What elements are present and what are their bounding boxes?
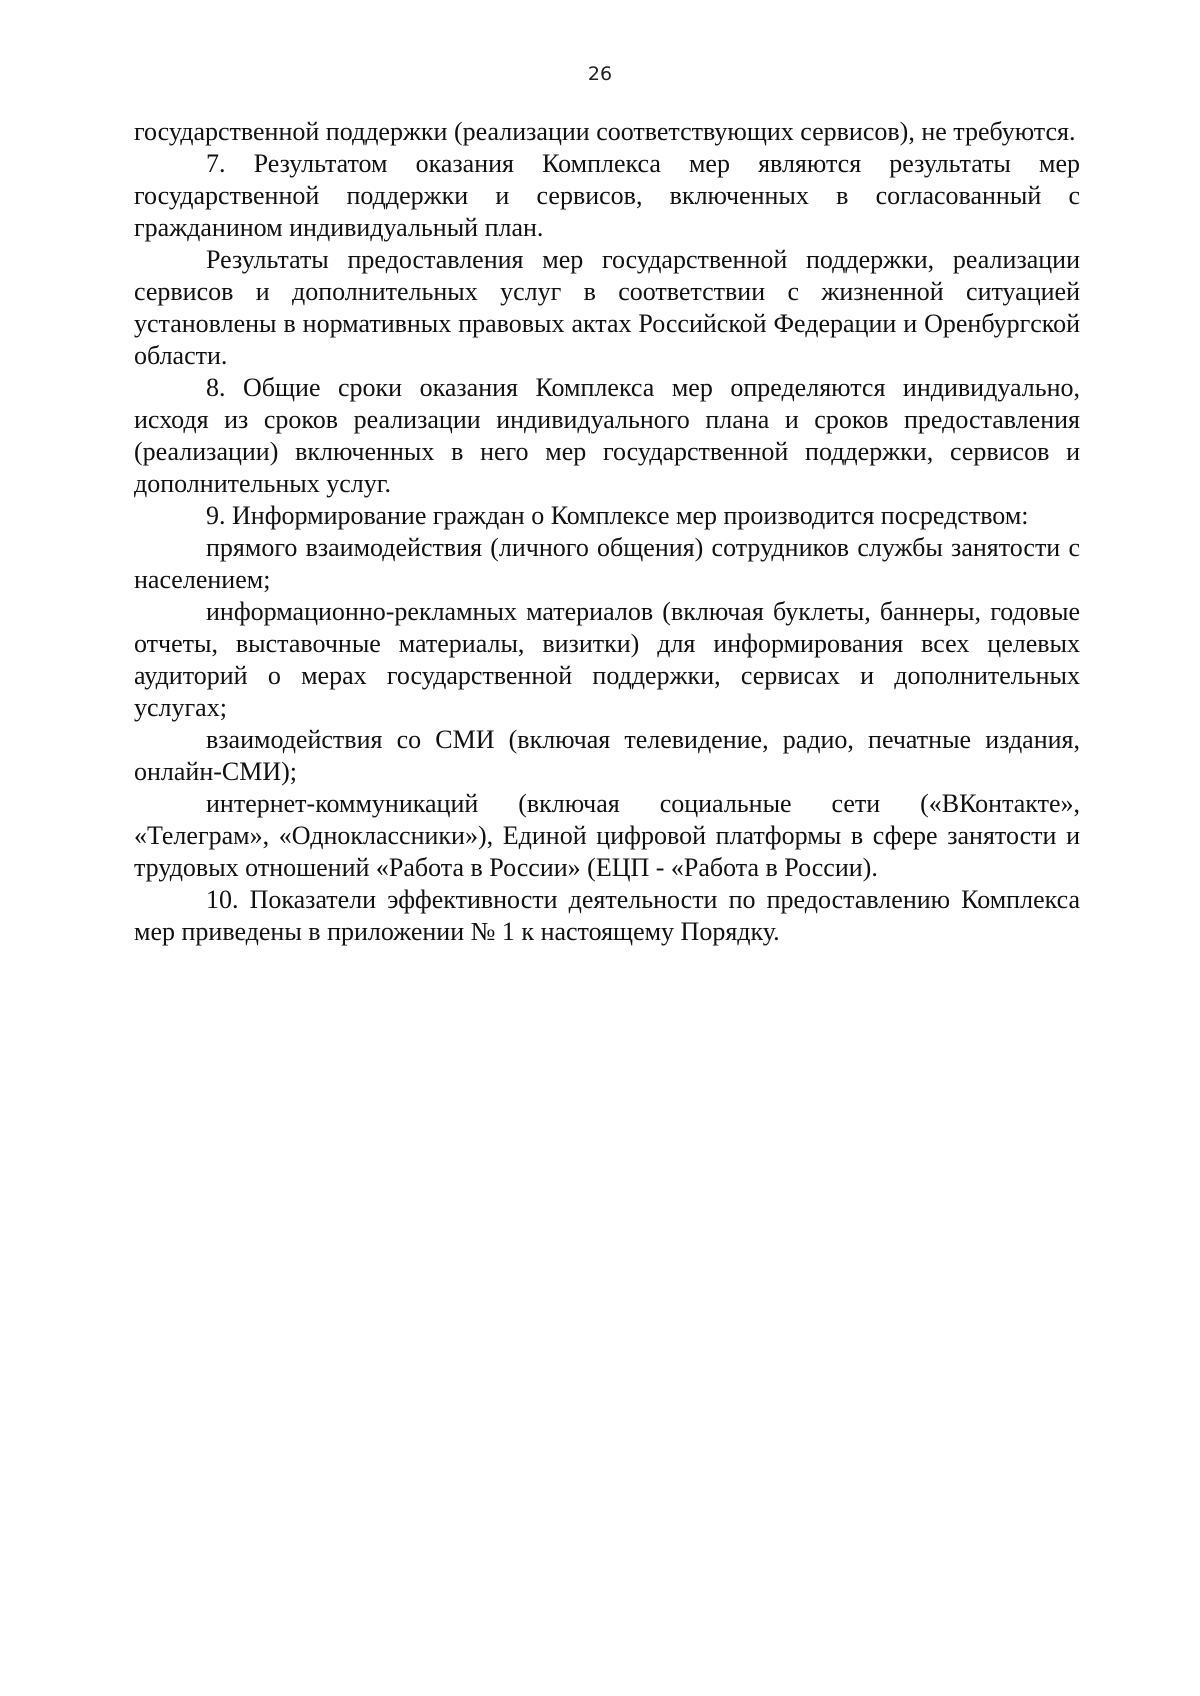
paragraph-continuation: государственной поддержки (реализации соответствующих сервисов), не требуются.: [134, 117, 1076, 146]
list-item-media-interaction: взаимодействия со СМИ (включая телевидение, радио, печатные издания, онлайн-СМИ);: [134, 725, 1080, 786]
list-item-direct-interaction: прямого взаимодействия (личного общения) сотрудников службы занятости с населением;: [134, 533, 1080, 594]
page-number: 26: [587, 63, 613, 85]
paragraph-item-8: 8. Общие сроки оказания Комплекса мер определяются индивидуально, исходя из сроков реализации индивидуального плана и сроков предоставления (реализации) включенных в него мер государственной поддержки, сервисов и дополнительных услуг.: [134, 373, 1080, 498]
paragraph-item-10: 10. Показатели эффективности деятельности по предоставлению Комплекса мер приведены в приложении № 1 к настоящему Порядку.: [134, 885, 1080, 946]
paragraph-item-9: 9. Информирование граждан о Комплексе мер производится посредством:: [206, 501, 1029, 530]
list-item-advertising-materials: информационно-рекламных материалов (включая буклеты, баннеры, годовые отчеты, выставочные материалы, визитки) для информирования всех целевых аудиторий о мерах государственной поддержки, сервисах и дополнительных услугах;: [134, 597, 1080, 722]
document-body: [134, 116, 1080, 948]
paragraph-item-7: 7. Результатом оказания Комплекса мер являются результаты мер государственной поддержки и сервисов, включенных в согласованный с гражданином индивидуальный план.: [134, 149, 1080, 242]
paragraph-results: Результаты предоставления мер государственной поддержки, реализации сервисов и дополнительных услуг в соответствии с жизненной ситуацией установлены в нормативных правовых актах Российской Федерации и Оренбургской области.: [134, 245, 1080, 370]
list-item-internet-communications: интернет-коммуникаций (включая социальные сети («ВКонтакте», «Телеграм», «Одноклассники»), Единой цифровой платформы в сфере занятости и трудовых отношений «Работа в России» (ЕЦП - «Работа в России).: [134, 789, 1080, 882]
